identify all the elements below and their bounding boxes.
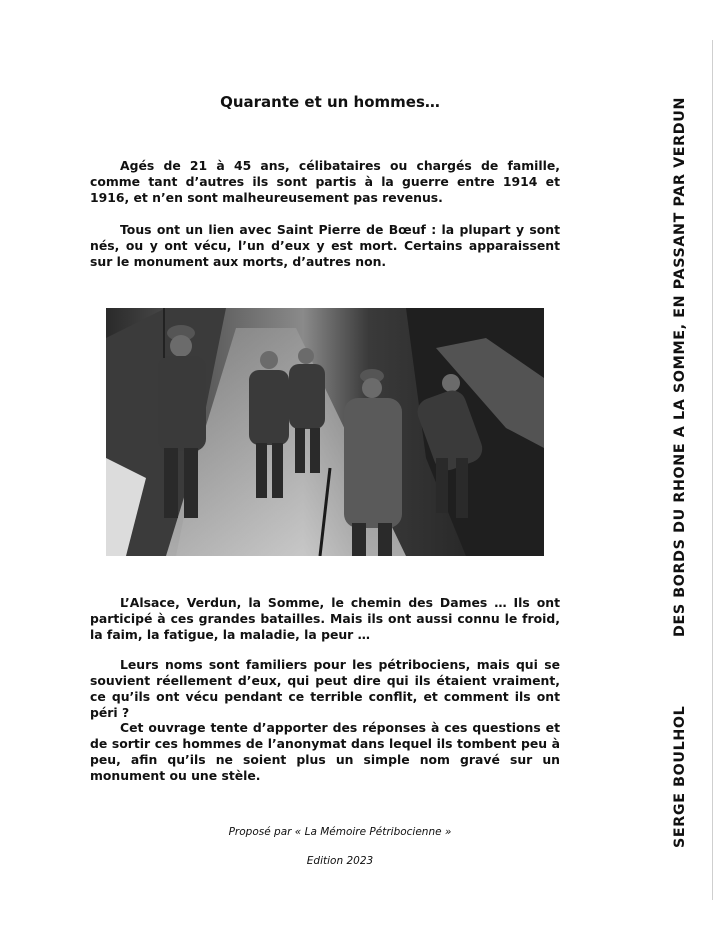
- paragraph-4: Leurs noms sont familiers pour les pétribociens, mais qui se souvient réellement d’eux, qui peut dire qui ils étaient vraiment, ce qu’ils ont vécu pendant ce terrible conflit, et comment ils ont péri ?: [90, 657, 560, 720]
- proposed-by-credit: Proposé par « La Mémoire Pétribocienne »: [228, 826, 452, 838]
- paragraph-5: Cet ouvrage tente d’apporter des réponses à ces questions et de sortir ces hommes de l’anonymat dans lequel ils tombent peu à peu, afin qu’ils ne soient plus un simple nom gravé sur un monument ou une stèle.: [90, 720, 560, 783]
- paragraph-3: L’Alsace, Verdun, la Somme, le chemin des Dames … Ils ont participé à ces grandes batailles. Mais ils ont aussi connu le froid, la faim, la fatigue, la maladie, la peur …: [90, 595, 560, 642]
- soldiers-photo: [106, 308, 544, 556]
- spine-author-name: SERGE BOULHOL: [672, 705, 688, 848]
- edition-year: Edition 2023: [306, 855, 374, 867]
- cover-heading: Quarante et un hommes…: [220, 93, 440, 111]
- paragraph-2: Tous ont un lien avec Saint Pierre de Bœuf : la plupart y sont nés, ou y ont vécu, l’un d’eux y est mort. Certains apparaissent sur le monument aux morts, d’autres non.: [90, 222, 560, 269]
- spine-book-title: DES BORDS DU RHONE A LA SOMME, EN PASSANT PAR VERDUN: [672, 96, 688, 637]
- spine-fold-line: [712, 40, 713, 900]
- paragraph-1: Agés de 21 à 45 ans, célibataires ou chargés de famille, comme tant d’autres ils sont partis à la guerre entre 1914 et 1916, et n’en sont malheureusement pas revenus.: [90, 158, 560, 205]
